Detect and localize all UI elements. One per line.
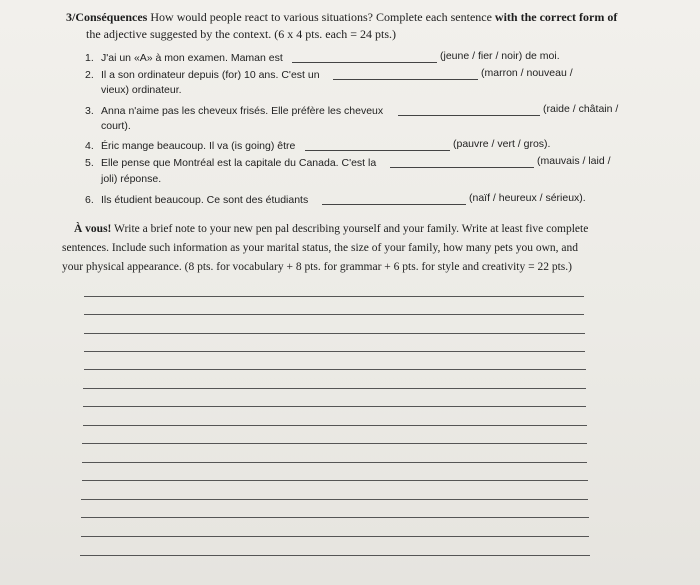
item-options: (naïf / heureux / sérieux). <box>469 192 586 204</box>
item-options: (jeune / fier / noir) de moi. <box>440 50 560 62</box>
item-number: 4. <box>85 140 94 152</box>
writing-line-2: sentences. Include such information as your marital status, the size of your family, how many pets you own, and <box>62 242 578 254</box>
writing-line[interactable] <box>81 536 589 537</box>
item-sentence: Elle pense que Montréal est la capitale du Canada. C'est la <box>101 157 377 169</box>
writing-line[interactable] <box>82 480 588 481</box>
instruction-bold: with the correct form of <box>494 10 618 24</box>
answer-blank-1[interactable] <box>292 62 437 63</box>
answer-blank-2[interactable] <box>333 79 478 80</box>
writing-line-3: your physical appearance. (8 pts. for vocabulary + 8 pts. for grammar + 6 pts. for style and creativity = 22 pts.) <box>62 261 572 273</box>
instruction-text-1: How would people react to various situations? Complete each sentence <box>147 10 495 24</box>
writing-line[interactable] <box>84 351 585 352</box>
writing-line[interactable] <box>83 388 586 389</box>
writing-line[interactable] <box>81 517 589 518</box>
item-options: (mauvais / laid / <box>537 155 611 167</box>
item-continuation: joli) réponse. <box>101 173 162 185</box>
writing-line-1: Write a brief note to your new pen pal describing yourself and your family. Write at least five complete <box>111 223 589 235</box>
writing-line[interactable] <box>81 499 588 500</box>
item-options: (marron / nouveau / <box>481 67 573 79</box>
item-number: 3. <box>85 105 94 117</box>
item-options: (raide / châtain / <box>543 103 619 115</box>
answer-blank-4[interactable] <box>305 150 450 151</box>
writing-line[interactable] <box>83 425 587 426</box>
writing-line[interactable] <box>84 314 584 315</box>
section-instructions <box>66 9 666 43</box>
writing-line[interactable] <box>82 443 587 444</box>
item-sentence: Il a son ordinateur depuis (for) 10 ans. C'est un <box>101 69 320 81</box>
writing-line[interactable] <box>84 369 586 370</box>
item-sentence: J'ai un «A» à mon examen. Maman est <box>101 52 283 64</box>
writing-line[interactable] <box>82 462 587 463</box>
item-sentence: Éric mange beaucoup. Il va (is going) être <box>101 140 296 152</box>
item-number: 1. <box>85 52 94 64</box>
item-sentence: Ils étudient beaucoup. Ce sont des étudiants <box>101 194 309 206</box>
item-sentence: Anna n'aime pas les cheveux frisés. Elle préfère les cheveux <box>101 105 384 117</box>
item-number: 2. <box>85 69 94 81</box>
answer-blank-6[interactable] <box>322 204 466 205</box>
item-number: 6. <box>85 194 94 206</box>
item-options: (pauvre / vert / gros). <box>453 138 551 150</box>
writing-line[interactable] <box>80 555 590 556</box>
writing-line[interactable] <box>83 406 586 407</box>
writing-heading: À vous! <box>74 223 112 235</box>
answer-blank-5[interactable] <box>390 167 534 168</box>
instruction-text-2: the adjective suggested by the context. (6 x 4 pts. each = 24 pts.) <box>86 27 397 41</box>
answer-blank-3[interactable] <box>398 115 540 116</box>
section-title: Conséquences <box>75 10 148 24</box>
writing-line[interactable] <box>84 296 584 297</box>
section-number: 3/ <box>66 10 76 24</box>
item-continuation: vieux) ordinateur. <box>101 84 182 96</box>
writing-line[interactable] <box>84 333 585 334</box>
item-continuation: court). <box>101 120 131 132</box>
item-number: 5. <box>85 157 94 169</box>
writing-prompt <box>62 220 652 277</box>
